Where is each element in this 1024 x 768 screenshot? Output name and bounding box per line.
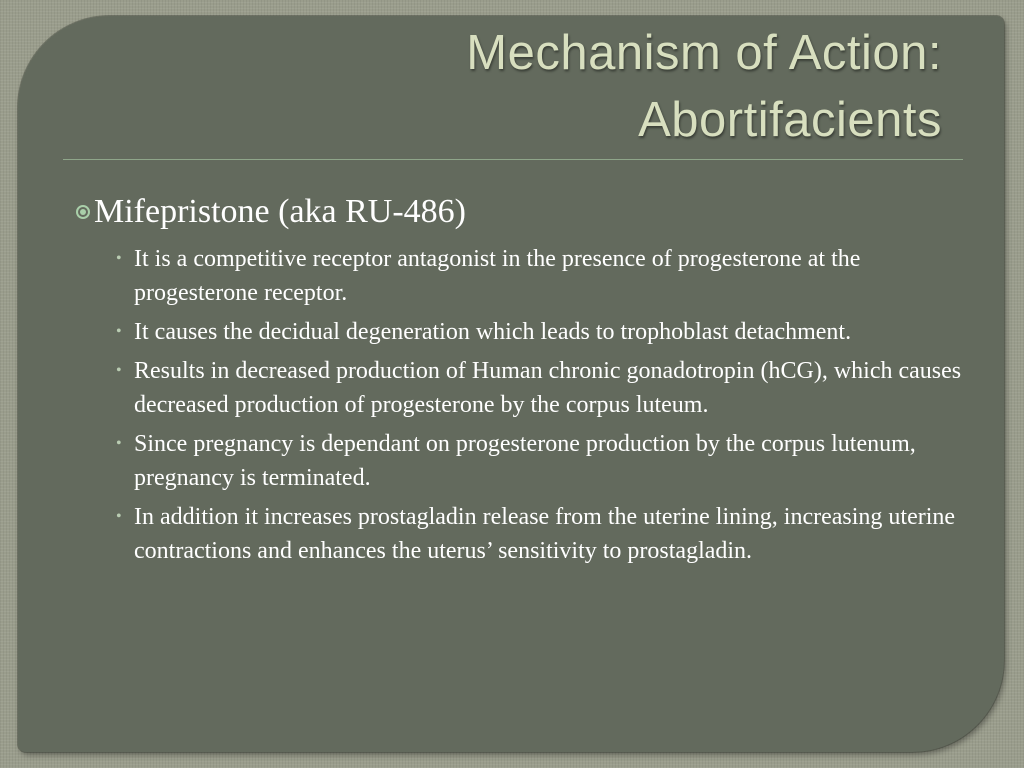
sub-bullet-item bbox=[116, 315, 966, 349]
sub-bullet-text: In addition it increases prostagladin release from the uterine lining, increasing uterine contractions and enhances the uterus’ sensitivity to prostagladin. bbox=[134, 504, 956, 564]
target-circle-bullet-icon bbox=[76, 205, 90, 219]
slide-panel bbox=[18, 16, 1004, 752]
slide-title-line-2: Abortifacients bbox=[638, 93, 942, 147]
sub-bullet-list bbox=[76, 242, 966, 568]
slide-title bbox=[466, 20, 942, 154]
sub-bullet-item bbox=[116, 354, 966, 422]
sub-bullet-text: It causes the decidual degeneration which leads to trophoblast detachment. bbox=[134, 319, 852, 345]
sub-bullet-text: It is a competitive receptor antagonist in the presence of progesterone at the progesterone receptor. bbox=[134, 246, 861, 306]
slide-content bbox=[76, 190, 966, 573]
dot-bullet-icon: • bbox=[116, 435, 122, 452]
main-bullet-text: Mifepristone (aka RU-486) bbox=[94, 193, 467, 230]
sub-bullet-item bbox=[116, 500, 966, 568]
sub-bullet-item bbox=[116, 242, 966, 310]
title-divider bbox=[63, 159, 963, 160]
main-bullet-item bbox=[76, 190, 966, 234]
dot-bullet-icon: • bbox=[116, 362, 122, 379]
sub-bullet-item bbox=[116, 427, 966, 495]
dot-bullet-icon: • bbox=[116, 508, 122, 525]
dot-bullet-icon: • bbox=[116, 250, 122, 267]
sub-bullet-text: Results in decreased production of Human chronic gonadotropin (hCG), which causes decreased production of progesterone by the corpus luteum. bbox=[134, 358, 962, 418]
slide-title-line-1: Mechanism of Action: bbox=[466, 26, 942, 80]
dot-bullet-icon: • bbox=[116, 323, 122, 340]
sub-bullet-text: Since pregnancy is dependant on progesterone production by the corpus lutenum, pregnancy is terminated. bbox=[134, 431, 916, 491]
